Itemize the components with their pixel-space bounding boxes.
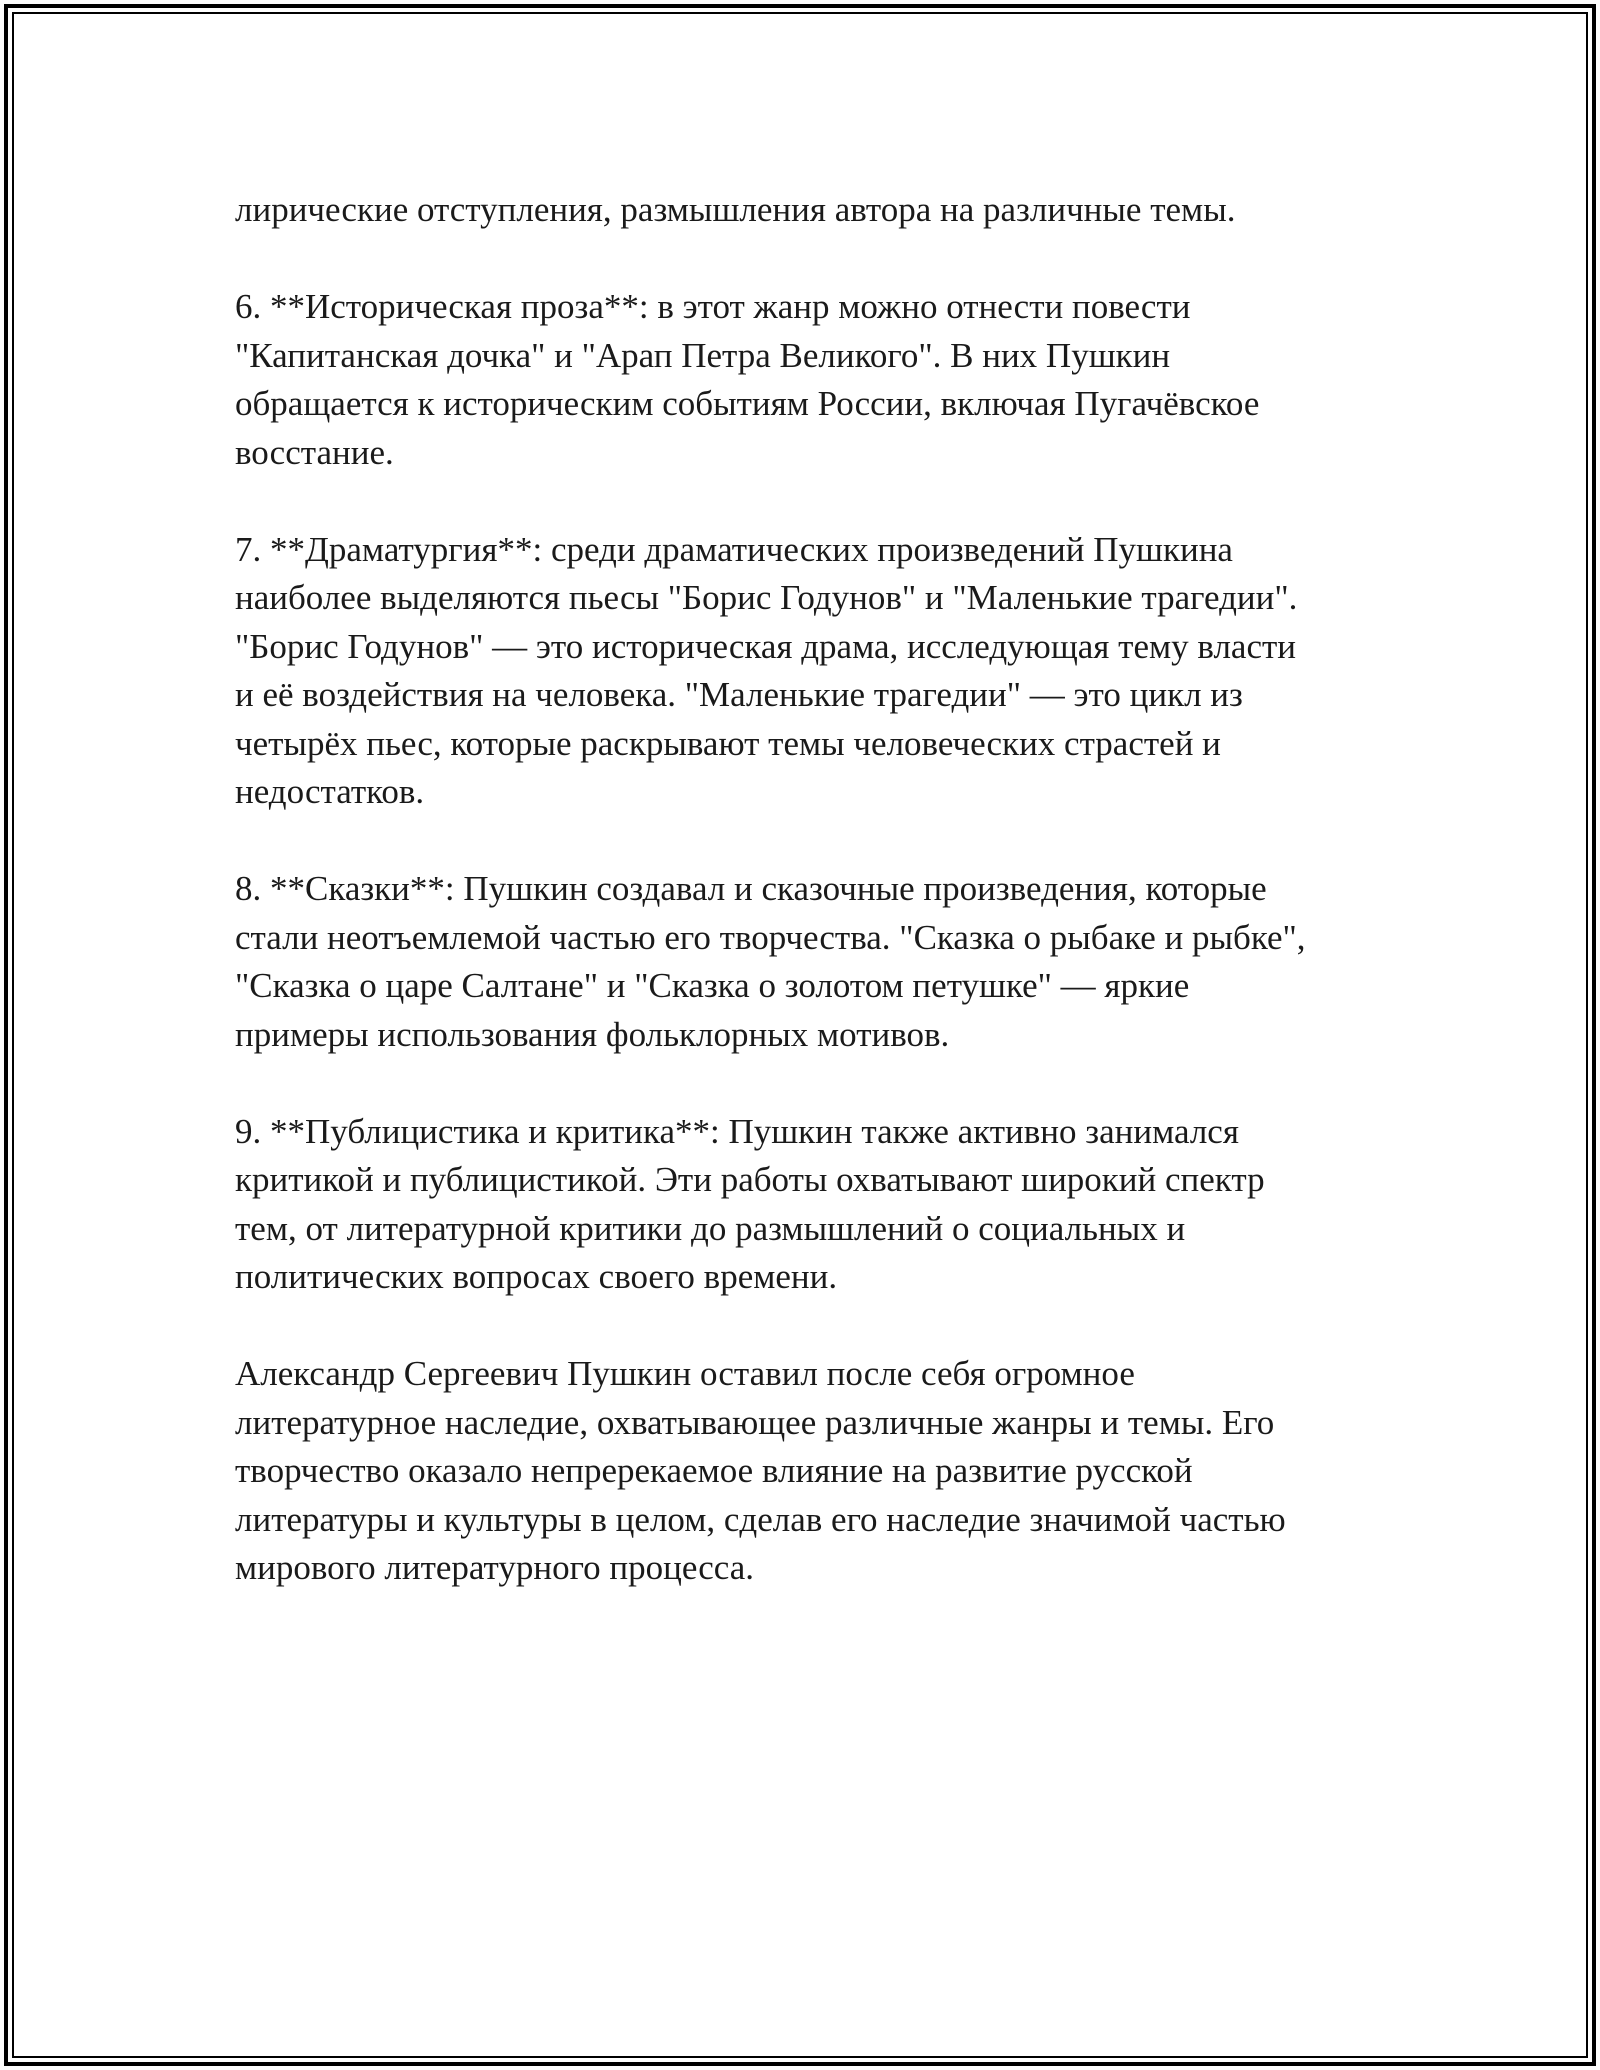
text-line: 7. **Драматургия**: среди драматических произведений Пушкина [235, 529, 1233, 569]
paragraph-gap [235, 477, 1375, 526]
text-line: творчество оказало непререкаемое влияние на развитие русской [235, 1451, 1193, 1490]
paragraph [235, 526, 1375, 817]
text-line: четырёх пьес, которые раскрывают темы человеческих страстей и [235, 723, 1221, 763]
text-line: обращается к историческим событиям России, включая Пугачёвское [235, 384, 1260, 423]
text-line: лирические отступления, размышления автора на различные темы. [235, 190, 1236, 229]
text-line: стали неотъемлемой частью его творчества. "Сказка о рыбаке и рыбке", [235, 917, 1306, 957]
text-line: 9. **Публицистика и критика**: Пушкин также активно занимался [235, 1111, 1239, 1151]
paragraph [235, 1350, 1375, 1593]
text-line: примеры использования фольклорных мотивов. [235, 1014, 950, 1054]
text-line: мирового литературного процесса. [235, 1548, 755, 1587]
text-line: Александр Сергеевич Пушкин оставил после себя огромное [235, 1354, 1135, 1393]
paragraph-gap [235, 1302, 1375, 1351]
paragraph-gap [235, 817, 1375, 866]
document-body [235, 186, 1375, 1593]
paragraph-gap [235, 1059, 1375, 1108]
paragraph [235, 865, 1375, 1059]
text-line: наиболее выделяются пьесы "Борис Годунов" и "Маленькие трагедии". [235, 578, 1298, 617]
text-line: и её воздействия на человека. "Маленькие трагедии" — это цикл из [235, 675, 1243, 714]
text-line: "Капитанская дочка" и "Арап Петра Великого". В них Пушкин [235, 335, 1171, 375]
paragraph-gap [235, 235, 1375, 284]
text-line: 6. **Историческая проза**: в этот жанр можно отнести повести [235, 287, 1191, 326]
text-line: литературы и культуры в целом, сделав его наследие значимой частью [235, 1499, 1286, 1539]
text-line: политических вопросах своего времени. [235, 1257, 838, 1296]
paragraph [235, 1108, 1375, 1302]
text-line: недостатков. [235, 772, 425, 811]
paragraph [235, 283, 1375, 477]
text-line: восстание. [235, 432, 394, 472]
text-line: "Сказка о царе Салтане" и "Сказка о золотом петушке" — яркие [235, 966, 1190, 1005]
text-line: 8. **Сказки**: Пушкин создавал и сказочные произведения, которые [235, 869, 1267, 908]
text-line: "Борис Годунов" — это историческая драма, исследующая тему власти [235, 626, 1297, 666]
paragraph [235, 186, 1375, 235]
text-line: тем, от литературной критики до размышлений о социальных и [235, 1208, 1186, 1248]
text-line: критикой и публицистикой. Эти работы охватывают широкий спектр [235, 1160, 1265, 1199]
text-line: литературное наследие, охватывающее различные жанры и темы. Его [235, 1402, 1275, 1442]
